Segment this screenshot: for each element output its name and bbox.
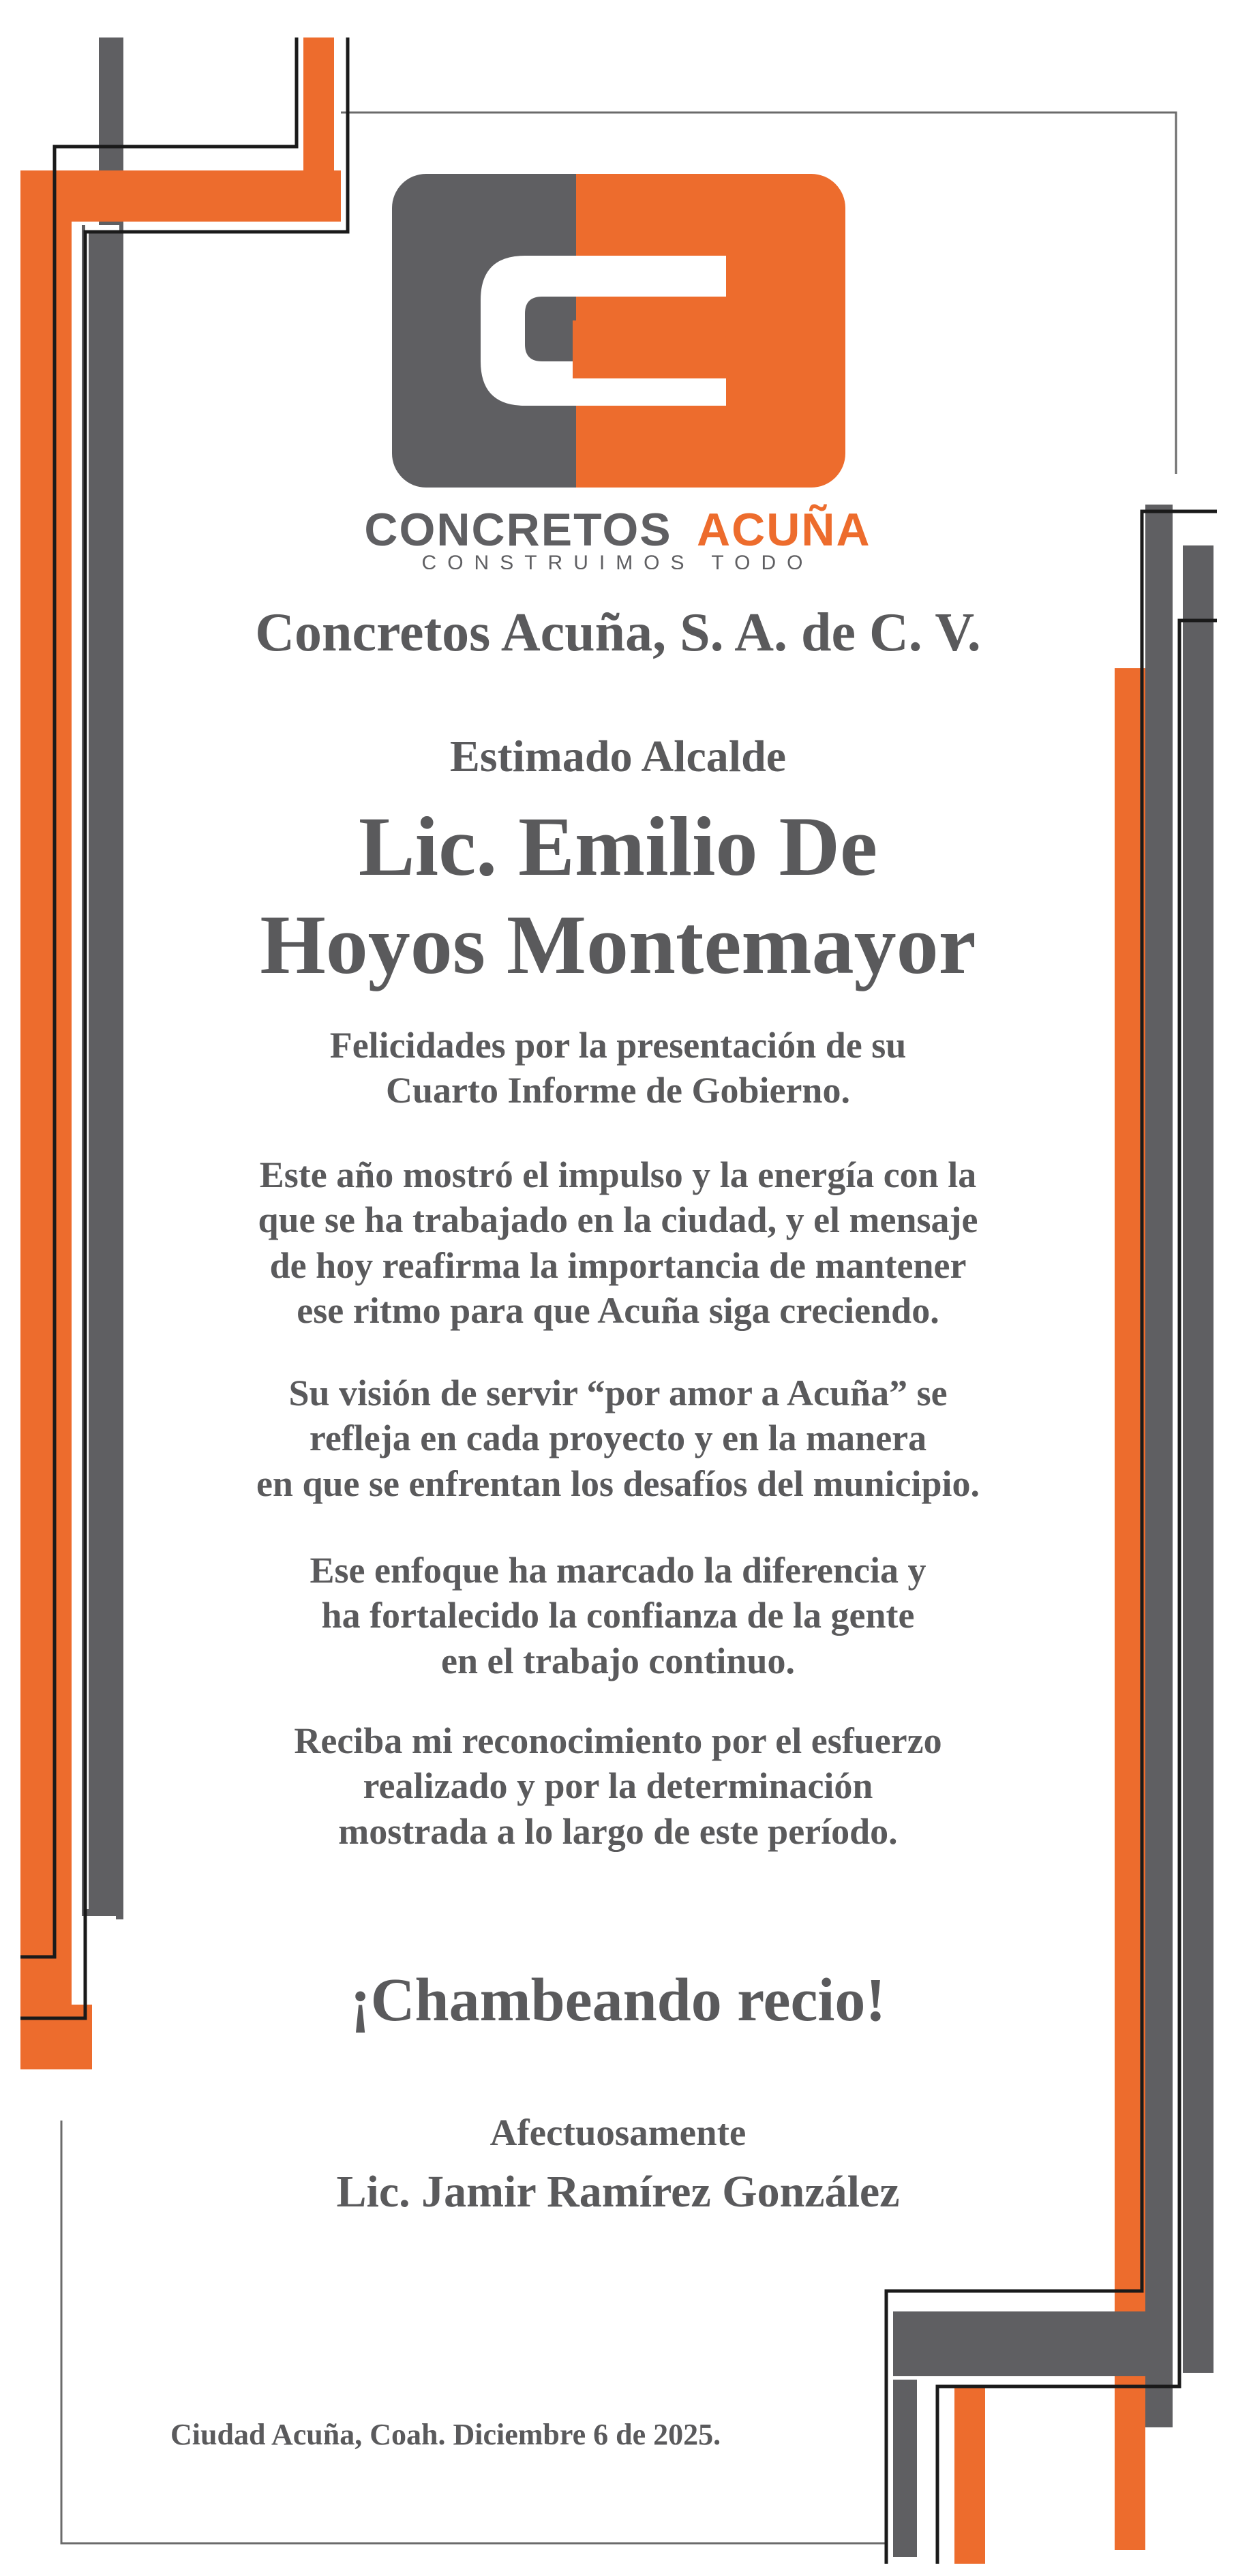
logo-brand-word-1: CONCRETOS <box>364 504 672 556</box>
paragraph-line: ha fortalecido la confianza de la gente <box>321 1595 915 1636</box>
paragraph-line: Su visión de servir “por amor a Acuña” se <box>288 1373 948 1413</box>
recipient-name-line-2: Hoyos Montemayor <box>260 897 976 991</box>
logo-mark-icon <box>392 174 845 488</box>
paragraph-line: de hoy reafirma la importancia de mantener <box>269 1244 967 1286</box>
greeting: Estimado Alcalde <box>449 732 787 781</box>
paragraph-line: Este año mostró el impulso y la energía con la <box>259 1154 977 1195</box>
slogan: ¡Chambeando recio! <box>350 1966 886 2034</box>
paragraph-line: Felicidades por la presentación de su <box>329 1025 907 1066</box>
paragraph-line: mostrada a lo largo de este período. <box>338 1810 898 1852</box>
paragraph-line: realizado y por la determinación <box>363 1765 873 1807</box>
paragraph-year-impulse <box>0 1152 1236 1334</box>
company-name: Concretos Acuña, S. A. de C. V. <box>255 603 981 663</box>
paragraph-vision <box>0 1371 1236 1506</box>
logo-brand-word-2: ACUÑA <box>697 504 871 556</box>
paragraph-line: ese ritmo para que Acuña siga creciendo. <box>297 1290 939 1332</box>
place-and-date: Ciudad Acuña, Coah. Diciembre 6 de 2025. <box>170 2418 721 2451</box>
recipient-name-line-1: Lic. Emilio De <box>358 800 878 893</box>
paragraph-line: en que se enfrentan los desafíos del municipio. <box>256 1463 980 1504</box>
paragraph-recognition <box>0 1718 1236 1854</box>
company-logo <box>0 174 1236 569</box>
logo-brand-text <box>364 504 871 556</box>
signer-name: Lic. Jamir Ramírez González <box>336 2167 900 2217</box>
paragraph-line: refleja en cada proyecto y en la manera <box>309 1418 927 1459</box>
paragraph-focus <box>0 1548 1236 1683</box>
paragraph-line: Cuarto Informe de Gobierno. <box>386 1070 850 1111</box>
recipient-name <box>0 798 1236 994</box>
logo-tagline: CONSTRUIMOS TODO <box>421 552 814 569</box>
paragraph-line: en el trabajo continuo. <box>441 1640 795 1681</box>
paragraph-line: Reciba mi reconocimiento por el esfuerzo <box>294 1720 942 1761</box>
closing: Afectuosamente <box>489 2112 747 2153</box>
paragraph-congratulations <box>0 1023 1236 1113</box>
paragraph-line: Ese enfoque ha marcado la diferencia y <box>310 1550 926 1591</box>
paragraph-line: que se ha trabajado en la ciudad, y el mensaje <box>258 1199 978 1241</box>
